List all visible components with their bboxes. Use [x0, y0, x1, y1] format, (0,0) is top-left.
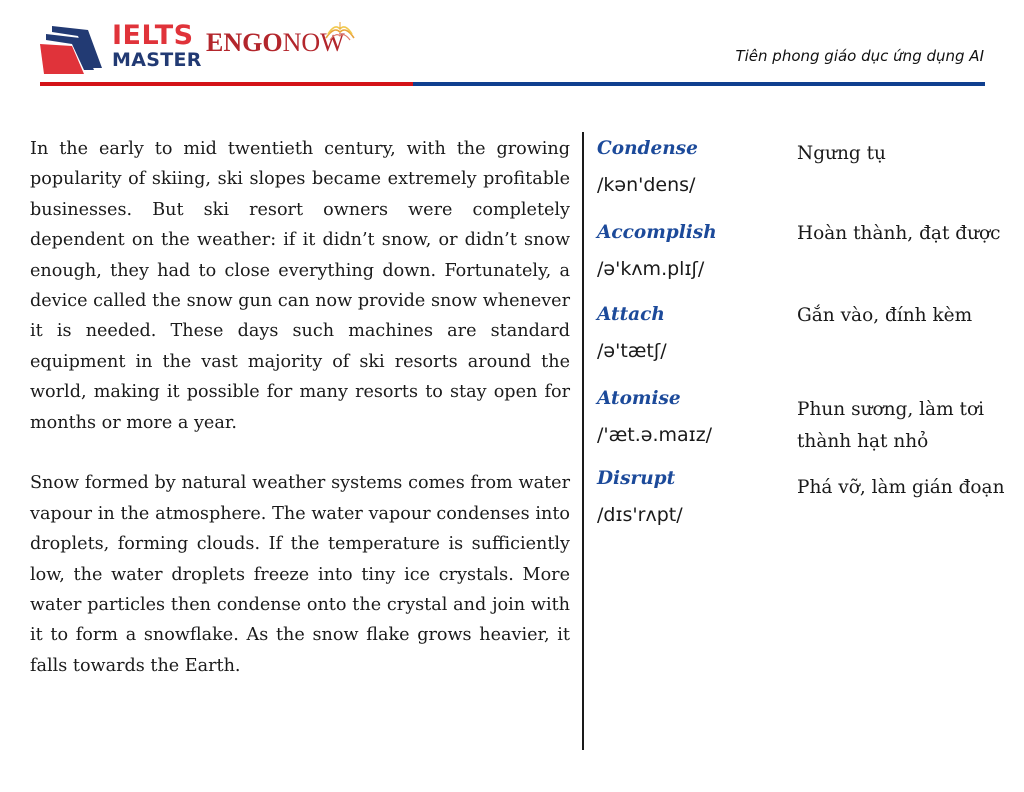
logo-ielts-text: IELTS: [112, 20, 194, 51]
vocab-word: Atomise: [597, 388, 681, 409]
column-divider: [582, 132, 584, 750]
vocab-meaning: Phá vỡ, làm gián đoạn: [797, 477, 1005, 498]
logo-master-text: MASTER: [112, 49, 202, 71]
engonow-logo: [206, 28, 345, 68]
vocab-meaning: Phun sương, làm tơi thành hạt nhỏ: [797, 399, 984, 452]
vocab-ipa: /ə'tætʃ/: [597, 340, 667, 362]
vocab-word: Disrupt: [597, 468, 676, 489]
logo-now-text: NOW: [282, 28, 345, 57]
header-rule-blue: [413, 82, 985, 86]
passage-paragraph-1: In the early to mid twentieth century, with the growing popularity of skiing, ski slopes became extremely profitable businesses. But ski resort owners were completely dependent on the weather: if it didn’t snow, or didn’t snow enough, they had to close everything down. Fortunately, a device called the snow gun can now provide snow whenever it is needed. These days such machines are standard equipment in the vast majority of ski resorts around the world, making it possible for many resorts to stay open for months or more a year.: [30, 139, 570, 433]
book-stack-icon: [38, 24, 108, 74]
ielts-master-logo: [38, 20, 202, 76]
vocab-word: Attach: [597, 304, 665, 325]
reading-passage: [30, 134, 570, 681]
vocab-ipa: /ə'kʌm.plɪʃ/: [597, 258, 705, 280]
vocab-ipa: /kən'dens/: [597, 174, 696, 196]
vocab-meaning: Gắn vào, đính kèm: [797, 305, 973, 326]
vocab-meaning: Hoàn thành, đạt được: [797, 223, 1001, 244]
passage-paragraph-2: Snow formed by natural weather systems comes from water vapour in the atmosphere. The water vapour condenses into droplets, forming clouds. If the temperature is sufficiently low, the water droplets freeze into tiny ice crystals. More water particles then condense onto the crystal and join with it to form a snowflake. As the snow flake grows heavier, it falls towards the Earth.: [30, 473, 570, 676]
vocab-word: Accomplish: [597, 222, 717, 243]
page-header: [0, 0, 1024, 92]
vocab-ipa: /dɪs'rʌpt/: [597, 504, 683, 526]
logo-engo-text: ENGO: [206, 28, 283, 57]
tagline: Tiên phong giáo dục ứng dụng AI: [735, 47, 984, 65]
open-book-icon: [324, 20, 356, 42]
vocab-meaning: Ngưng tụ: [797, 143, 886, 164]
vocab-ipa: /'æt.ə.maɪz/: [597, 424, 713, 446]
vocab-word: Condense: [597, 138, 698, 159]
header-rule-red: [40, 82, 413, 86]
